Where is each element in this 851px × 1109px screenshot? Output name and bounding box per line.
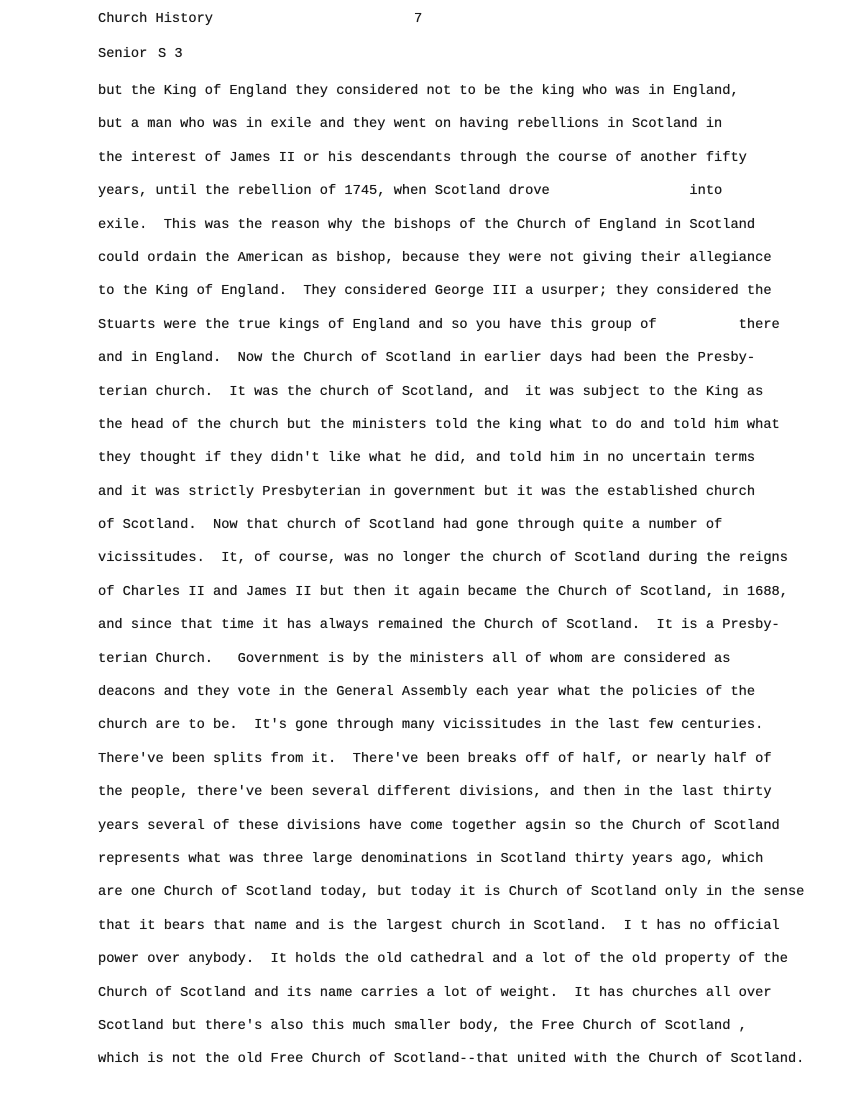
text-line: years several of these divisions have come together agsin so the Church of Scotland bbox=[98, 818, 780, 834]
text-line: There've been splits from it. There've been breaks off of half, or nearly half of bbox=[98, 751, 772, 767]
text-line: which is not the old Free Church of Scotland--that united with the Church of Scotland. bbox=[98, 1052, 805, 1068]
text-line: and in England. Now the Church of Scotland in earlier days had been the Presby- bbox=[98, 351, 756, 367]
section-mark: S 3 bbox=[158, 47, 183, 62]
text-line: Scotland but there's also this much smaller body, the Free Church of Scotland , bbox=[98, 1018, 747, 1034]
text-line: the interest of James II or his descendants through the course of another fifty bbox=[98, 150, 747, 166]
page-number: 7 bbox=[414, 12, 423, 27]
text-line: deacons and they vote in the General Assembly each year what the policies of the bbox=[98, 685, 756, 701]
text-line: of Scotland. Now that church of Scotland had gone through quite a number of bbox=[98, 518, 723, 534]
text-line: and it was strictly Presbyterian in government but it was the established church bbox=[98, 484, 756, 500]
body-text bbox=[98, 82, 804, 1084]
text-line: terian Church. Government is by the ministers all of whom are considered as bbox=[98, 651, 731, 667]
text-line: but a man who was in exile and they went on having rebellions in Scotland in bbox=[98, 117, 723, 133]
text-line: terian church. It was the church of Scotland, and it was subject to the King as bbox=[98, 384, 764, 400]
text-line: the people, there've been several different divisions, and then in the last thirty bbox=[98, 785, 772, 801]
text-line: exile. This was the reason why the bishops of the Church of England in Scotland bbox=[98, 217, 756, 233]
text-line: years, until the rebellion of 1745, when Scotland drove into bbox=[98, 184, 723, 200]
text-line: represents what was three large denominations in Scotland thirty years ago, which bbox=[98, 851, 764, 867]
text-line: church are to be. It's gone through many vicissitudes in the last few centuries. bbox=[98, 718, 764, 734]
text-line: vicissitudes. It, of course, was no longer the church of Scotland during the reigns bbox=[98, 551, 788, 567]
text-line: could ordain the American as bishop, because they were not giving their allegiance bbox=[98, 250, 772, 266]
text-line: they thought if they didn't like what he did, and told him in no uncertain terms bbox=[98, 451, 756, 467]
text-line: that it bears that name and is the largest church in Scotland. I t has no official bbox=[98, 918, 780, 934]
text-line: Stuarts were the true kings of England and so you have this group of there bbox=[98, 317, 780, 333]
text-line: power over anybody. It holds the old cathedral and a lot of the old property of the bbox=[98, 952, 788, 968]
text-line: the head of the church but the ministers told the king what to do and told him what bbox=[98, 417, 780, 433]
course-title: Church History bbox=[98, 12, 213, 27]
text-line: Church of Scotland and its name carries a lot of weight. It has churches all over bbox=[98, 985, 772, 1001]
text-line: and since that time it has always remained the Church of Scotland. It is a Presby- bbox=[98, 618, 780, 634]
text-line: are one Church of Scotland today, but today it is Church of Scotland only in the sense bbox=[98, 885, 805, 901]
section-label: Senior bbox=[98, 47, 148, 62]
text-line: but the King of England they considered not to be the king who was in England, bbox=[98, 84, 739, 99]
text-line: to the King of England. They considered George III a usurper; they considered the bbox=[98, 284, 772, 300]
text-line: of Charles II and James II but then it again became the Church of Scotland, in 1688, bbox=[98, 584, 788, 600]
